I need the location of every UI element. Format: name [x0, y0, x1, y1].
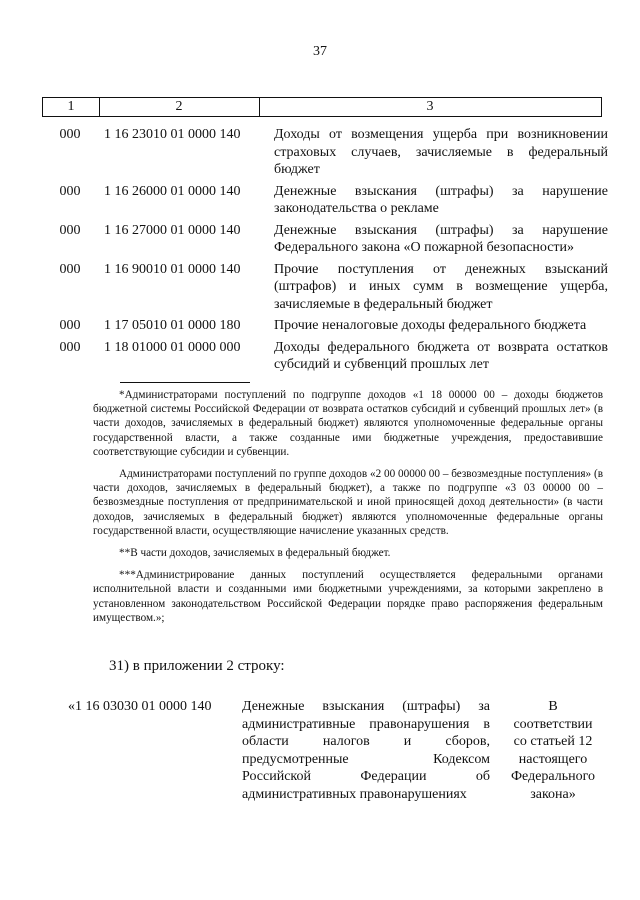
description-line: Денежные взыскания (штрафы) за: [242, 699, 490, 714]
amendment-code: «1 16 03030 01 0000 140: [68, 699, 212, 714]
admin-code: 000: [59, 222, 81, 238]
income-code: 1 16 23010 01 0000 140: [104, 127, 241, 142]
admin-code: 000: [59, 261, 81, 277]
admin-code: 000: [59, 127, 81, 142]
amendment-basis: [498, 698, 608, 804]
income-code: 1 16 27000 01 0000 140: [104, 222, 241, 238]
income-code: 1 17 05010 01 0000 180: [104, 318, 241, 333]
income-name: Денежные взыскания (штрафы) за нарушение законодательства о рекламе: [274, 183, 608, 216]
table-row: [42, 126, 608, 179]
description-line: Российской Федерации об: [242, 769, 490, 785]
basis-line: настоящего: [518, 751, 588, 767]
footnote: **В части доходов, зачисляемых в федеральный бюджет.: [119, 547, 391, 560]
income-code: 1 18 01000 01 0000 000: [104, 339, 241, 355]
amendment-description: [242, 698, 490, 804]
income-name: Доходы от возмещения ущерба при возникновении страховых случаев, зачисляемые в федеральный бюджет: [274, 127, 608, 177]
income-name: Прочие неналоговые доходы федерального бюджета: [274, 318, 587, 333]
admin-code: 000: [59, 339, 81, 355]
basis-line: В: [548, 699, 558, 714]
header-col-1: 1: [43, 98, 100, 116]
basis-line: соответствии: [513, 716, 593, 732]
income-code: 1 16 90010 01 0000 140: [104, 261, 241, 277]
table-header: [42, 97, 602, 117]
footnote: ***Администрирование данных поступлений осуществляется федеральными органами исполнительной власти и созданными ими бюджетными учреждениями, за которыми закреплено в установленном законодательством Российской Федерации порядке право распоряжения федеральным имуществом.»;: [93, 569, 603, 624]
income-name: Доходы федерального бюджета от возврата остатков субсидий и субвенций прошлых лет: [274, 339, 608, 372]
admin-code: 000: [59, 318, 81, 333]
income-table-body: [42, 126, 608, 378]
admin-code: 000: [59, 183, 81, 199]
table-row: [42, 339, 608, 374]
page-number: 37: [313, 44, 327, 59]
description-line: области налогов и сборов,: [242, 734, 490, 750]
header-col-3: 3: [426, 99, 434, 114]
amendment-item-heading: 31) в приложении 2 строку:: [109, 658, 285, 674]
description-line: административные правонарушения в: [242, 716, 490, 732]
table-row: [42, 183, 608, 218]
table-row: [42, 261, 608, 314]
footnote-separator: [120, 382, 250, 383]
footnote: *Администраторами поступлений по подгруппе доходов «1 18 00000 00 – доходы бюджетов бюджетной системы Российской Федерации от возврата остатков субсидий и субвенций прошлых лет» (в части доходов, зачисляемых в федеральный бюджет) являются уполномоченные федеральные органы государственной власти, а также созданные ими бюджетные учреждения, предоставившие соответствующие субсидии и субвенции.: [93, 389, 603, 458]
table-row: [42, 222, 608, 257]
basis-line: Федерального: [510, 769, 596, 785]
basis-line: со статьей 12: [513, 734, 593, 750]
header-col-2: 2: [99, 98, 260, 116]
description-line: предусмотренные Кодексом: [242, 751, 490, 767]
table-row: [42, 317, 602, 335]
footnote: Администраторами поступлений по группе доходов «2 00 00000 00 – безвозмездные поступления» (в части доходов, зачисляемых в федеральный бюджет), а также по подгруппе «3 03 00000 00 – безвозмездные поступления от предпринимательской и иной приносящей доход деятельности» (в части доходов, зачисляемых в федеральный бюджет) являются уполномоченные федеральные органы государственной власти, осуществляющие начисление указанных средств.: [93, 468, 603, 537]
basis-line: закона»: [530, 786, 576, 802]
income-code: 1 16 26000 01 0000 140: [104, 183, 241, 199]
income-name: Денежные взыскания (штрафы) за нарушение Федерального закона «О пожарной безопасности»: [274, 222, 608, 255]
description-line: административных правонарушениях: [242, 786, 467, 802]
income-name: Прочие поступления от денежных взысканий (штрафов) и иных сумм в возмещение ущерба, зачисляемые в федеральный бюджет: [274, 261, 608, 312]
footnotes: [93, 388, 603, 633]
amendment-row: [68, 698, 608, 804]
